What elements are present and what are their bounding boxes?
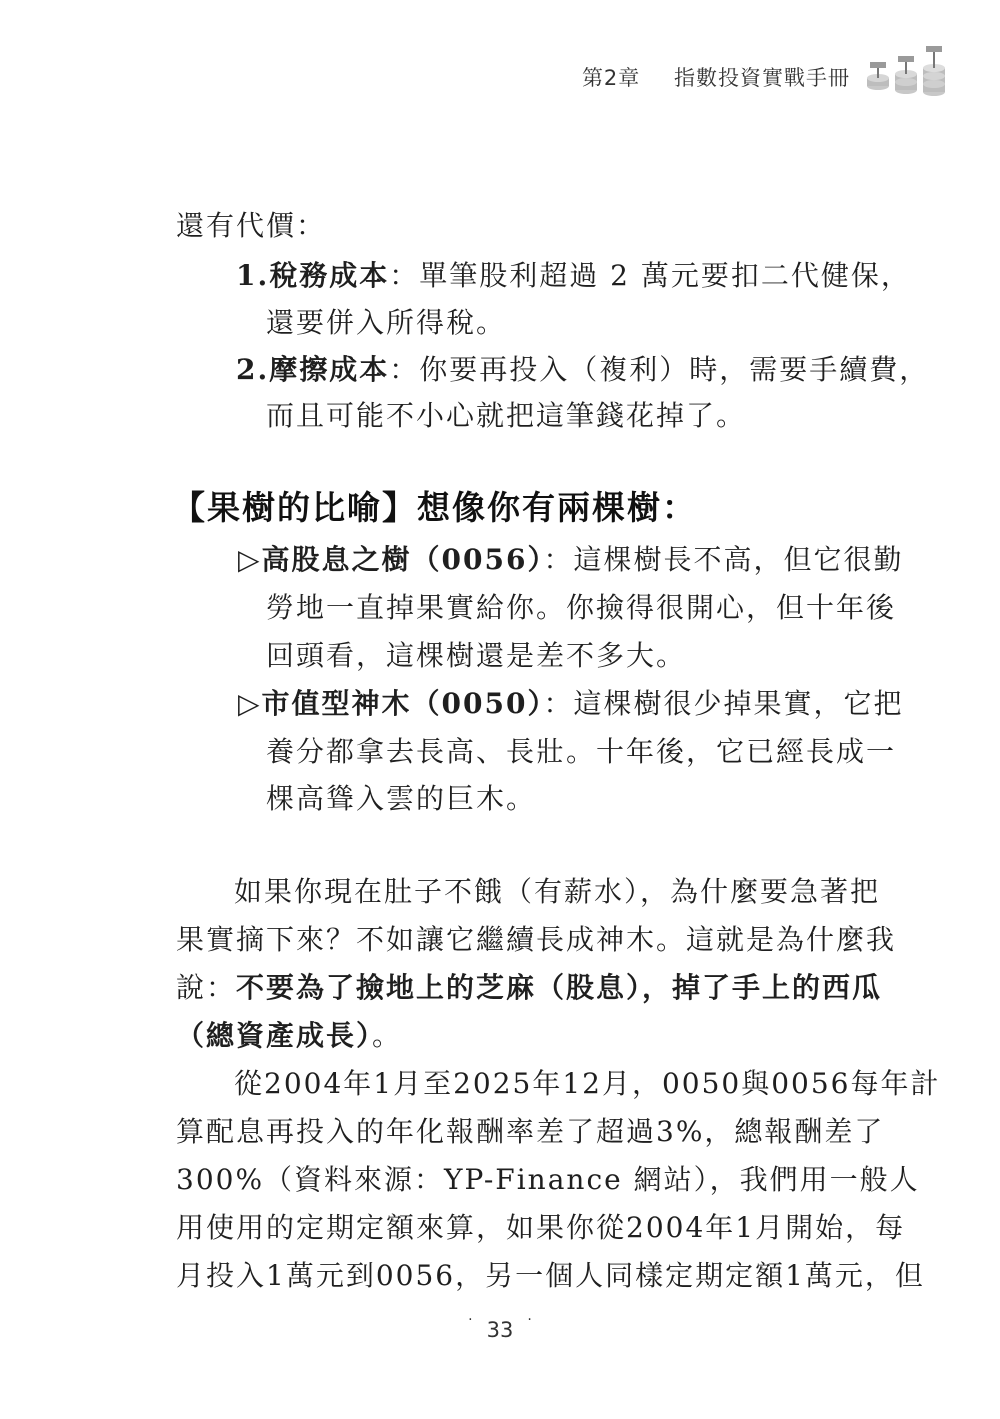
- triangle-bullet-icon: ▷: [238, 543, 262, 576]
- paragraph-line: 果實摘下來？不如讓它繼續長成神木。這就是為什麼我: [176, 923, 897, 956]
- section-heading: 【果樹的比喻】想像你有兩棵樹：: [172, 488, 697, 527]
- tree-text-line: 勞地一直掉果實給你。你撿得很開心，但十年後: [266, 591, 897, 624]
- paragraph-line: 如果你現在肚子不餓（有薪水），為什麼要急著把: [234, 875, 881, 908]
- item-text: ：單筆股利超過 2 萬元要扣二代健保，: [389, 259, 911, 292]
- text-suffix: 。: [372, 1019, 403, 1052]
- emphasis-text: （總資產成長）: [176, 1019, 373, 1052]
- item-continuation: 還要併入所得稅。: [266, 306, 507, 339]
- item-text: ：你要再投入（複利）時，需要手續費，: [389, 353, 930, 386]
- paragraph-line: 算配息再投入的年化報酬率差了超過3%，總報酬差了: [176, 1115, 885, 1148]
- tree-label: 市值型神木（0050）: [261, 687, 544, 720]
- chapter-label: 第2章: [581, 66, 641, 90]
- tree-text-line: 養分都拿去長高、長壯。十年後，它已經長成一: [266, 735, 897, 768]
- paragraph-line: 用使用的定期定額來算，如果你從2004年1月開始，每: [176, 1211, 906, 1244]
- triangle-bullet-icon: ▷: [238, 687, 262, 720]
- list-item-tax-cost: [236, 258, 911, 294]
- paragraph-line: 300%（資料來源：YP-Finance 網站），我們用一般人: [176, 1163, 920, 1196]
- paragraph-line: 月投入1萬元到0056，另一個人同樣定期定額1萬元，但: [176, 1259, 925, 1292]
- text-prefix: 說：: [176, 971, 237, 1004]
- running-header: [582, 62, 850, 92]
- item-label: 2.摩擦成本: [236, 353, 390, 386]
- paragraph-line: [176, 970, 882, 1006]
- emphasis-text: 不要為了撿地上的芝麻（股息），掉了手上的西瓜: [236, 971, 883, 1004]
- paragraph-line: 從2004年1月至2025年12月，0050與0056每年計: [234, 1067, 941, 1100]
- intro-lead: 還有代價：: [176, 209, 327, 242]
- page-number: · 33 ·: [468, 1312, 532, 1342]
- paragraph-line: [176, 1018, 402, 1054]
- item-continuation: 而且可能不小心就把這筆錢花掉了。: [266, 399, 747, 432]
- tree-text-line: 回頭看，這棵樹還是差不多大。: [266, 639, 687, 672]
- page-number-value: 33: [486, 1318, 514, 1342]
- tree-item-high-dividend: [238, 542, 904, 578]
- tree-label: 高股息之樹（0056）: [261, 543, 544, 576]
- tree-text: ：這棵樹長不高，但它很勤: [543, 543, 904, 576]
- tree-item-market-cap: [238, 686, 904, 722]
- tree-text-line: 棵高聳入雲的巨木。: [266, 782, 537, 815]
- stacked-coins-icon: [864, 42, 950, 98]
- list-item-friction-cost: [236, 352, 929, 388]
- tree-text: ：這棵樹很少掉果實，它把: [543, 687, 904, 720]
- book-title: 指數投資實戰手冊: [674, 66, 850, 90]
- item-label: 1.稅務成本: [236, 259, 390, 292]
